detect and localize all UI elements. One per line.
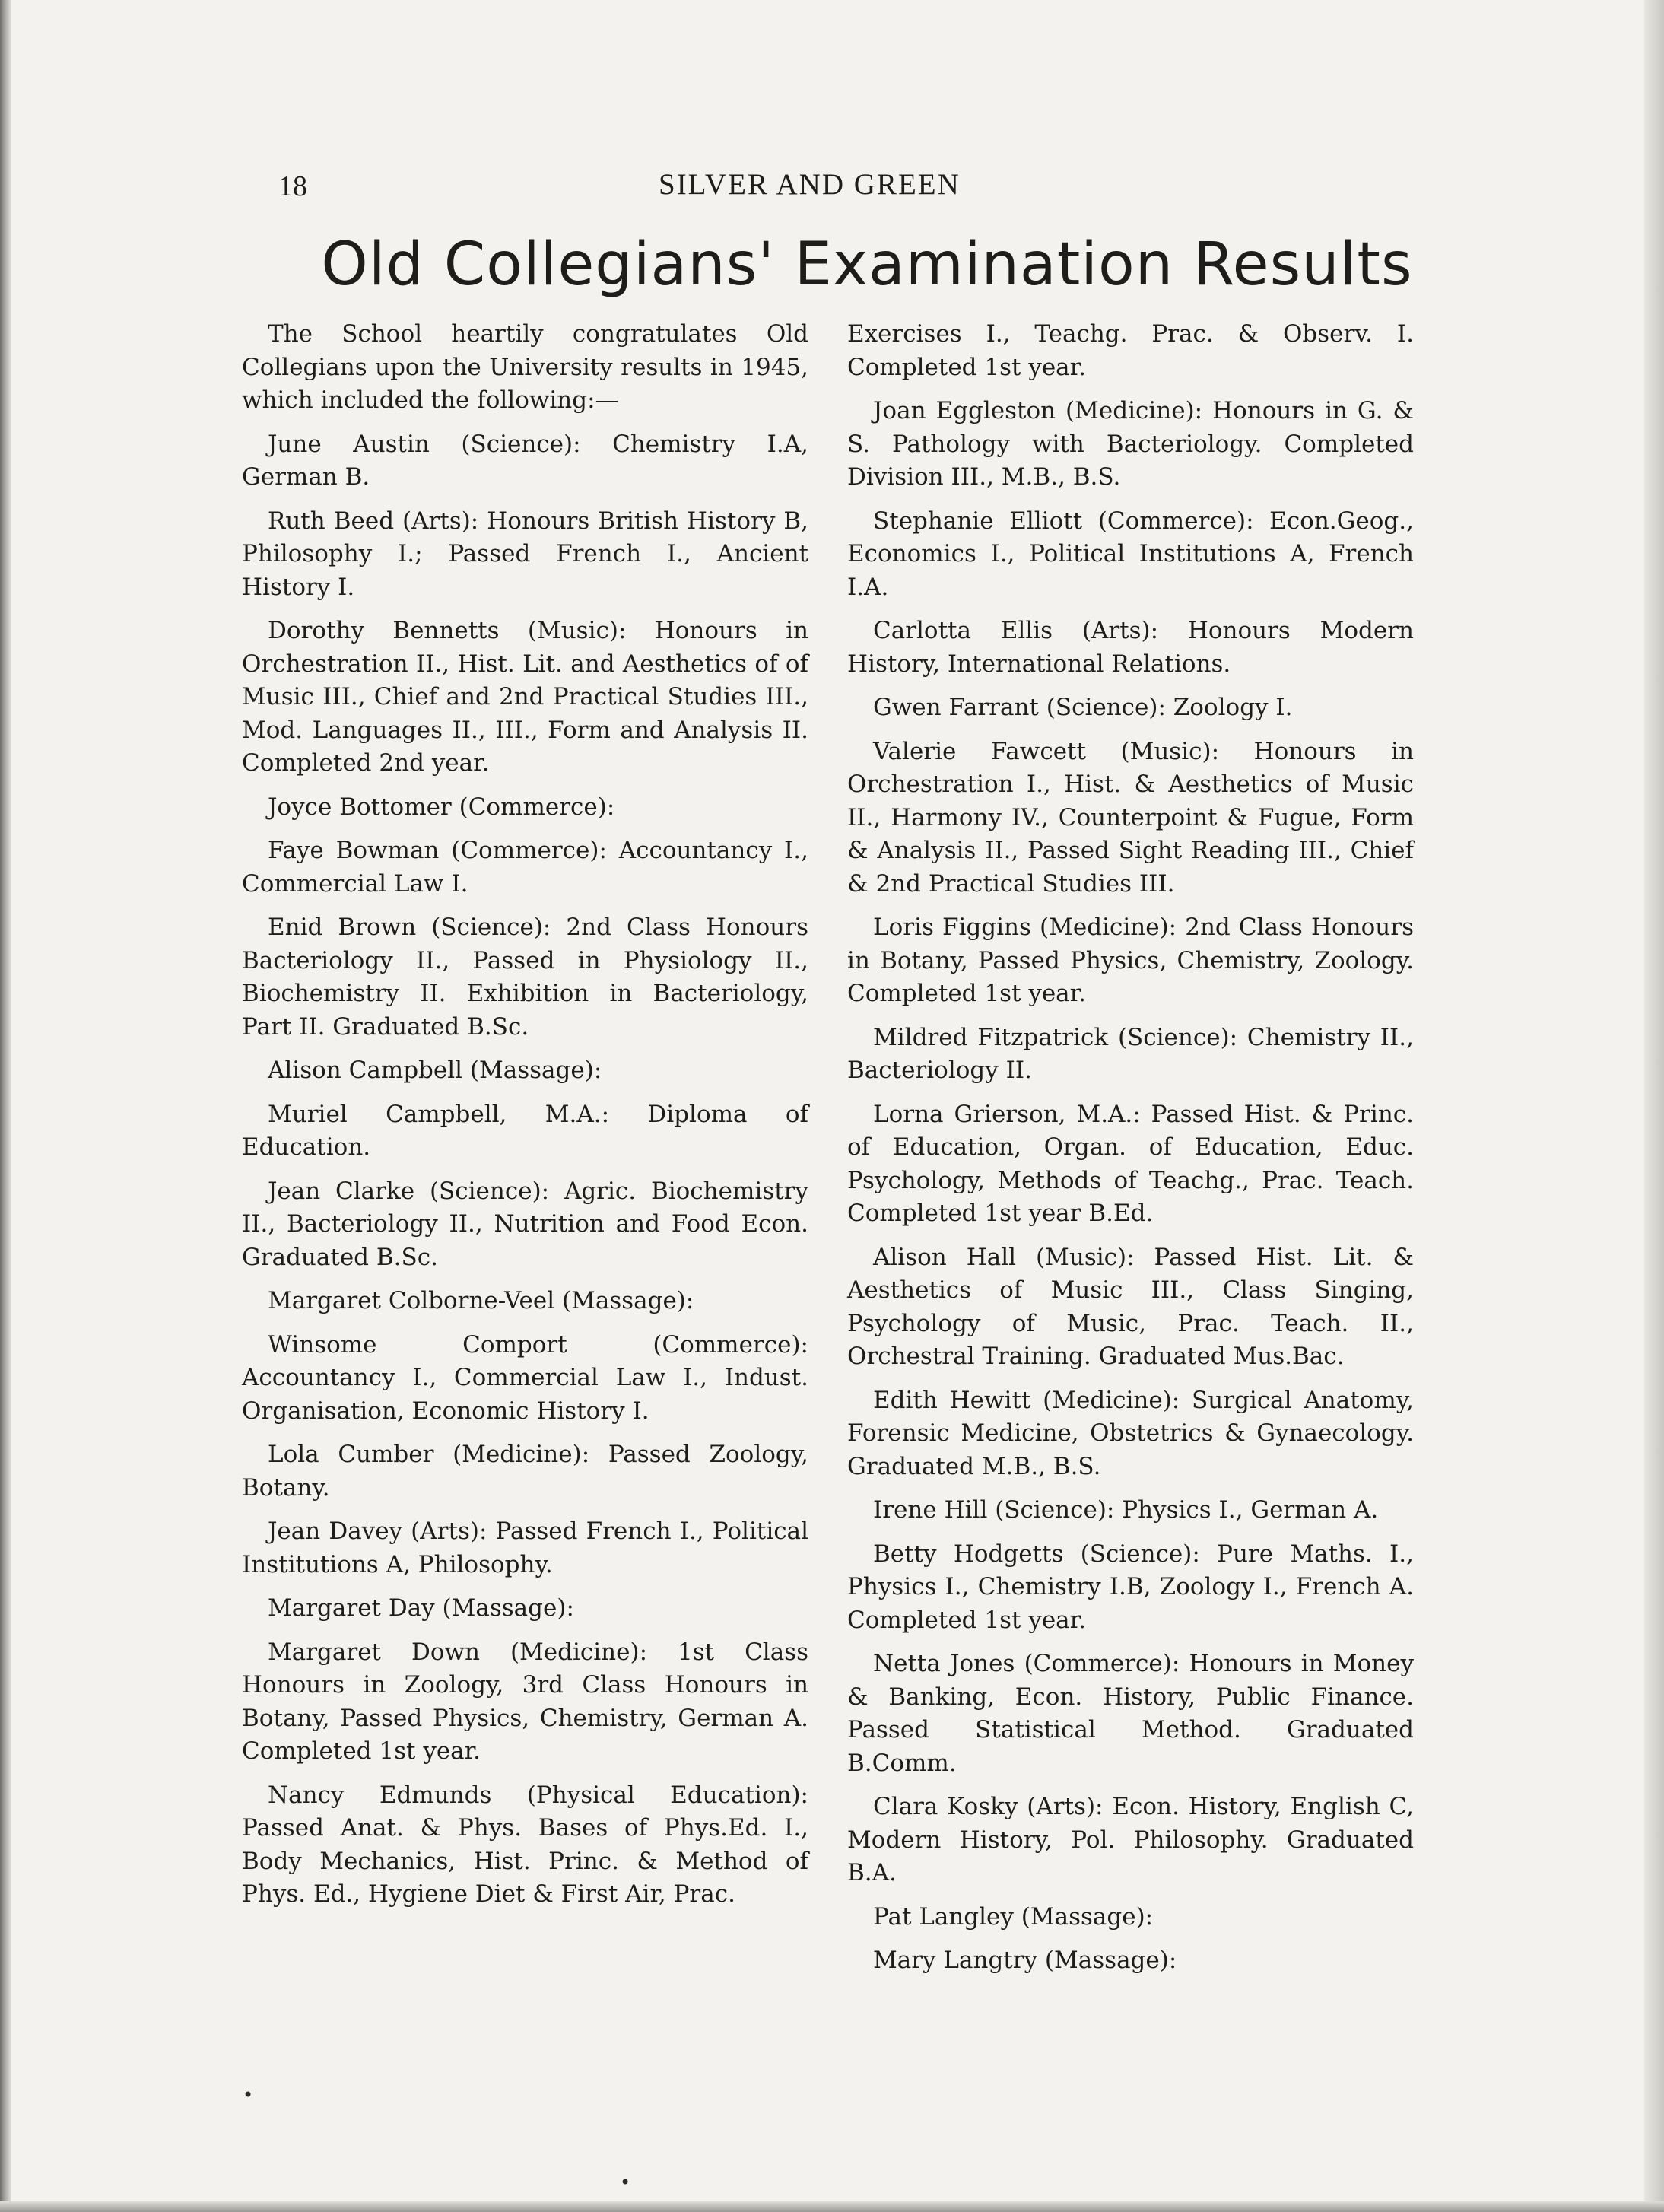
result-entry: Irene Hill (Science): Physics I., German A.: [873, 1496, 1379, 1524]
result-entry: Mildred Fitzpatrick (Science): Chemistry II., Bacteriology II.: [847, 1023, 1414, 1084]
result-entry: Mary Langtry (Massage):: [873, 1947, 1177, 1974]
result-entry: Gwen Farrant (Science): Zoology I.: [873, 694, 1293, 721]
continued-entry: Exercises I., Teachg. Prac. & Observ. I. Completed 1st year.: [847, 320, 1414, 381]
result-entry: Nancy Edmunds (Physical Education): Passed Anat. & Phys. Bases of Phys.Ed. I., Body Mechanics, Hist. Princ. & Method of Phys. Ed., Hygiene Diet & First Air, Prac.: [242, 1781, 808, 1908]
result-entry: Margaret Day (Massage):: [268, 1594, 574, 1622]
result-entry: Margaret Down (Medicine): 1st Class Honours in Zoology, 3rd Class Honours in Botany, Passed Physics, Chemistry, German A. Completed 1st year.: [242, 1638, 808, 1765]
result-entry: Lola Cumber (Medicine): Passed Zoology, Botany.: [242, 1441, 808, 1502]
result-entry: Loris Figgins (Medicine): 2nd Class Honours in Botany, Passed Physics, Chemistry, Zoology. Completed 1st year.: [847, 914, 1414, 1007]
article-title: Old Collegians' Examination Results: [321, 230, 1413, 299]
page-bottom-edge: [0, 2201, 1664, 2212]
result-entry: Carlotta Ellis (Arts): Honours Modern History, International Relations.: [847, 617, 1414, 678]
result-entry: Alison Campbell (Massage):: [268, 1057, 602, 1084]
result-entry: Clara Kosky (Arts): Econ. History, English C, Modern History, Pol. Philosophy. Graduated B.A.: [847, 1793, 1414, 1886]
result-entry: Edith Hewitt (Medicine): Surgical Anatomy, Forensic Medicine, Obstetrics & Gynaecology. Graduated M.B., B.S.: [847, 1386, 1414, 1480]
intro-paragraph: The School heartily congratulates Old Collegians upon the University results in 1945, which included the following:—: [242, 320, 808, 414]
result-entry: Dorothy Bennetts (Music): Honours in Orchestration II., Hist. Lit. and Aesthetics of of Music III., Chief and 2nd Practical Studies III., Mod. Languages II., III., Form and Analysis II. Completed 2nd year.: [242, 617, 808, 777]
result-entry: Joyce Bottomer (Commerce):: [268, 793, 615, 821]
ink-dot: •: [243, 2084, 254, 2106]
ink-dot: •: [620, 2172, 631, 2193]
result-entry: Valerie Fawcett (Music): Honours in Orchestration I., Hist. & Aesthetics of Music II., Harmony IV., Counterpoint & Fugue, Form & Analysis II., Passed Sight Reading III., Chief & 2nd Practical Studies III.: [847, 737, 1414, 898]
result-entry: Alison Hall (Music): Passed Hist. Lit. & Aesthetics of Music III., Class Singing, Psychology of Music, Prac. Teach. II., Orchestral Training. Graduated Mus.Bac.: [847, 1243, 1414, 1370]
result-entry: Margaret Colborne-Veel (Massage):: [268, 1287, 694, 1314]
result-entry: Ruth Beed (Arts): Honours British History B, Philosophy I.; Passed French I., Ancient History I.: [242, 507, 808, 601]
page-right-edge: [1644, 0, 1664, 2212]
page-number: 18: [278, 170, 307, 202]
result-entry: Muriel Campbell, M.A.: Diploma of Education.: [242, 1100, 808, 1161]
result-entry: Netta Jones (Commerce): Honours in Money & Banking, Econ. History, Public Finance. Passed Statistical Method. Graduated B.Comm.: [847, 1650, 1414, 1777]
result-entry: Stephanie Elliott (Commerce): Econ.Geog., Economics I., Political Institutions A, French I.A.: [847, 507, 1414, 601]
result-entry: Joan Eggleston (Medicine): Honours in G. & S. Pathology with Bacteriology. Completed Division III., M.B., B.S.: [847, 397, 1414, 491]
result-entry: Enid Brown (Science): 2nd Class Honours Bacteriology II., Passed in Physiology II., Biochemistry II. Exhibition in Bacteriology, Part II. Graduated B.Sc.: [242, 914, 808, 1041]
running-title: SILVER AND GREEN: [659, 168, 961, 201]
result-entry: Jean Clarke (Science): Agric. Biochemistry II., Bacteriology II., Nutrition and Food Econ. Graduated B.Sc.: [242, 1177, 808, 1271]
result-entry: Winsome Comport (Commerce): Accountancy I., Commercial Law I., Indust. Organisation, Economic History I.: [242, 1330, 808, 1425]
result-entry: Pat Langley (Massage):: [873, 1902, 1154, 1931]
result-entry: June Austin (Science): Chemistry I.A, German B.: [242, 430, 808, 491]
left-column: [242, 318, 808, 1922]
binding-edge: [0, 0, 11, 2212]
result-entry: Faye Bowman (Commerce): Accountancy I., Commercial Law I.: [242, 837, 808, 898]
result-entry: Lorna Grierson, M.A.: Passed Hist. & Princ. of Education, Organ. of Education, Educ. Psychology, Methods of Teachg., Prac. Teach. Completed 1st year B.Ed.: [847, 1100, 1414, 1227]
right-column: [847, 318, 1414, 1988]
result-entry: Betty Hodgetts (Science): Pure Maths. I., Physics I., Chemistry I.B, Zoology I., French A. Completed 1st year.: [847, 1540, 1414, 1634]
result-entry: Jean Davey (Arts): Passed French I., Political Institutions A, Philosophy.: [242, 1518, 808, 1578]
